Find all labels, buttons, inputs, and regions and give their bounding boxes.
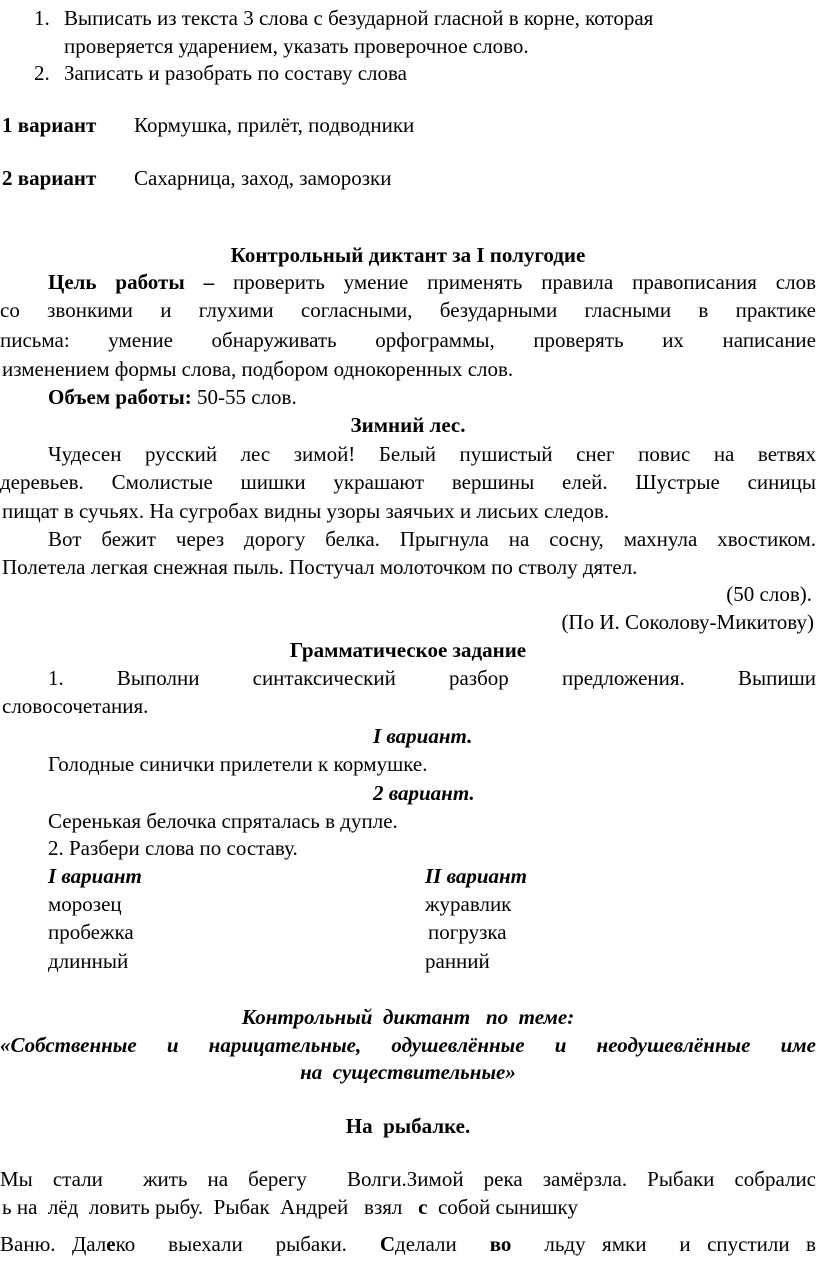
fishing-line-1: Мы стали жить на берегу Волги.Зимой река замёрзла. Рыбаки собралис [0,1167,816,1191]
grammar-task-1-line-1: 1. Выполни синтаксический разбор предложения. Выпиши [48,666,816,690]
column-1-word-2: пробежка [48,920,134,944]
volume-line [48,383,297,411]
fishing-line-2-c: собой сынишку [437,1195,578,1219]
text-source: (По И. Соколову-Микитову) [561,610,814,634]
fishing-line-3-f: во [489,1232,512,1256]
variant-2-label: 2 вариант [2,166,97,190]
text-line-3: пищат в сучьях. На сугробах видны узоры заячьих и лисьих следов. [2,499,610,523]
text-line-4: Вот бежит через дорогу белка. Прыгнула на сосну, махнула хвостиком. [48,527,816,551]
fishing-line-3 [0,1230,816,1258]
fishing-line-2-b: с [418,1195,428,1219]
variant-1-label: 1 вариант [2,113,97,137]
grammar-variant-1-sentence: Голодные синички прилетели к кормушке. [48,752,428,776]
text-line-5: Полетела легкая снежная пыль. Постучал молоточком по стволу дятел. [2,555,638,579]
variant-1-words: Кормушка, прилёт, подводники [134,113,415,137]
task-1-number: 1. [34,6,50,30]
text-line-2: деревьев. Смолистые шишки украшают вершины елей. Шустрые синицы [0,470,816,494]
goal-text-1: проверить умение применять правила правописания слов [232,270,816,294]
goal-line-2: со звонкими и глухими согласными, безударными гласными в практике [0,298,816,322]
grammar-task-1-line-2: словосочетания. [2,694,149,718]
goal-label: Цель работы – [48,270,215,294]
volume-value: 50-55 слов. [197,385,297,409]
column-1-word-1: морозец [48,892,122,916]
task-1-text-line1: Выписать из текста 3 слова с безударной гласной в корне, которая [64,6,654,30]
grammar-variant-2-label: 2 вариант. [373,781,475,805]
fishing-line-2 [2,1193,578,1221]
text-line-1: Чудесен русский лес зимой! Белый пушистый снег повис на ветвях [48,442,816,466]
dictation-2-title-line-3: на существительные» [300,1060,516,1084]
goal-line-1 [48,268,816,296]
column-2-word-1: журавлик [425,892,512,916]
dictation-1-title: Контрольный диктант за I полугодие [230,243,586,267]
goal-line-3: письма: умение обнаруживать орфограммы, проверять их написание [0,328,816,352]
column-1-label: I вариант [48,864,142,888]
fishing-line-3-a: Ваню. Дал [0,1232,107,1256]
fishing-line-3-d: С [379,1232,396,1256]
fishing-line-3-c: ко выехали рыбаки. [115,1232,347,1256]
task-1-text-line2: проверяется ударением, указать проверочное слово. [64,34,529,58]
word-count: (50 слов). [726,582,812,606]
text-title-winter-forest: Зимний лес. [350,413,466,437]
text-title-fishing: На рыбалке. [345,1114,471,1138]
task-2-text: Записать и разобрать по составу слова [64,61,407,85]
column-2-word-3: ранний [425,949,490,973]
dictation-2-title-line-1: Контрольный диктант по теме: [241,1005,575,1029]
column-1-word-3: длинный [48,949,129,973]
fishing-line-3-b: е [106,1232,116,1256]
fishing-line-3-e: делали [395,1232,457,1256]
column-2-word-2: погрузка [428,920,507,944]
volume-label: Объем работы: [48,385,192,409]
variant-2-words: Сахарница, заход, заморозки [134,166,392,190]
fishing-line-3-g: льду ямки и спустили в [544,1232,816,1256]
fishing-line-2-a: ь на лёд ловить рыбу. Рыбак Андрей взял [2,1195,403,1219]
dictation-2-title-line-2: «Собственные и нарицательные, одушевлённые и неодушевлённые име [0,1033,816,1057]
column-2-label: II вариант [425,864,528,888]
grammar-variant-2-sentence: Серенькая белочка спряталась в дупле. [48,809,398,833]
grammar-task-2: 2. Разбери слова по составу. [48,836,298,860]
grammar-title: Грамматическое задание [289,638,527,662]
goal-line-4: изменением формы слова, подбором однокоренных слов. [2,357,514,381]
grammar-variant-1-label: I вариант. [373,724,473,748]
task-2-number: 2. [34,61,50,85]
